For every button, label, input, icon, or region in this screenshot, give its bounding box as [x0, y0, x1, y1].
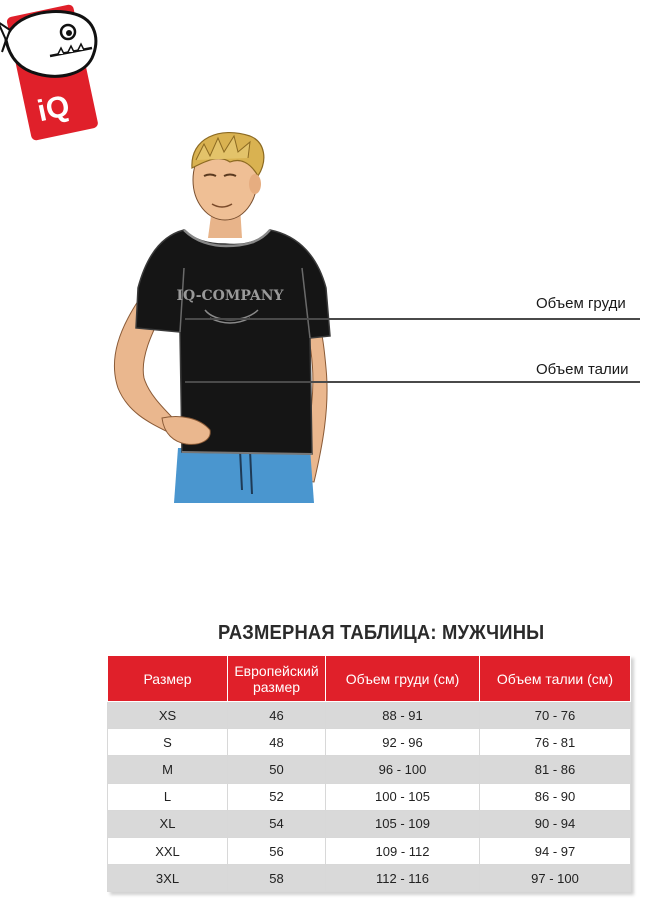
- table-title: РАЗМЕРНАЯ ТАБЛИЦА: МУЖЧИНЫ: [218, 622, 545, 644]
- cell-waist: 90 - 94: [480, 810, 631, 837]
- table-row: [108, 729, 631, 756]
- cell-chest: 109 - 112: [326, 837, 480, 864]
- cell-eu-size: 54: [228, 810, 326, 837]
- cell-size: S: [108, 729, 228, 756]
- cell-eu-size: 52: [228, 783, 326, 810]
- cell-waist: 76 - 81: [480, 729, 631, 756]
- cell-eu-size: 48: [228, 729, 326, 756]
- cell-waist: 86 - 90: [480, 783, 631, 810]
- shirt-print-text: IQ-COMPANY: [176, 288, 284, 304]
- chest-label: Объем груди: [536, 295, 626, 312]
- cell-size: 3XL: [108, 865, 228, 892]
- cell-eu-size: 50: [228, 756, 326, 783]
- cell-chest: 92 - 96: [326, 729, 480, 756]
- table-row: [108, 865, 631, 892]
- chest-measure-line: [185, 318, 640, 320]
- waist-label: Объем талии: [536, 361, 629, 378]
- model-illustration: [100, 118, 340, 503]
- cell-waist: 94 - 97: [480, 837, 631, 864]
- size-table: [107, 655, 631, 892]
- cell-eu-size: 46: [228, 702, 326, 729]
- table-row: [108, 810, 631, 837]
- cell-eu-size: 58: [228, 865, 326, 892]
- cell-chest: 112 - 116: [326, 865, 480, 892]
- cell-waist: 81 - 86: [480, 756, 631, 783]
- cell-chest: 105 - 109: [326, 810, 480, 837]
- fish-logo-icon: [0, 0, 110, 145]
- cell-chest: 96 - 100: [326, 756, 480, 783]
- cell-size: XL: [108, 810, 228, 837]
- header-chest: Объем груди (см): [326, 656, 480, 702]
- header-waist: Объем талии (см): [480, 656, 631, 702]
- table-row: [108, 756, 631, 783]
- cell-waist: 70 - 76: [480, 702, 631, 729]
- header-eu-size: Европейский размер: [228, 656, 326, 702]
- table-row: [108, 702, 631, 729]
- table-row: [108, 783, 631, 810]
- cell-size: L: [108, 783, 228, 810]
- table-header-row: [108, 656, 631, 702]
- cell-eu-size: 56: [228, 837, 326, 864]
- table-row: [108, 837, 631, 864]
- cell-size: XXL: [108, 837, 228, 864]
- cell-chest: 88 - 91: [326, 702, 480, 729]
- logo-text: iQ: [34, 89, 73, 129]
- cell-size: M: [108, 756, 228, 783]
- cell-size: XS: [108, 702, 228, 729]
- cell-chest: 100 - 105: [326, 783, 480, 810]
- cell-waist: 97 - 100: [480, 865, 631, 892]
- header-size: Размер: [108, 656, 228, 702]
- waist-measure-line: [185, 381, 640, 383]
